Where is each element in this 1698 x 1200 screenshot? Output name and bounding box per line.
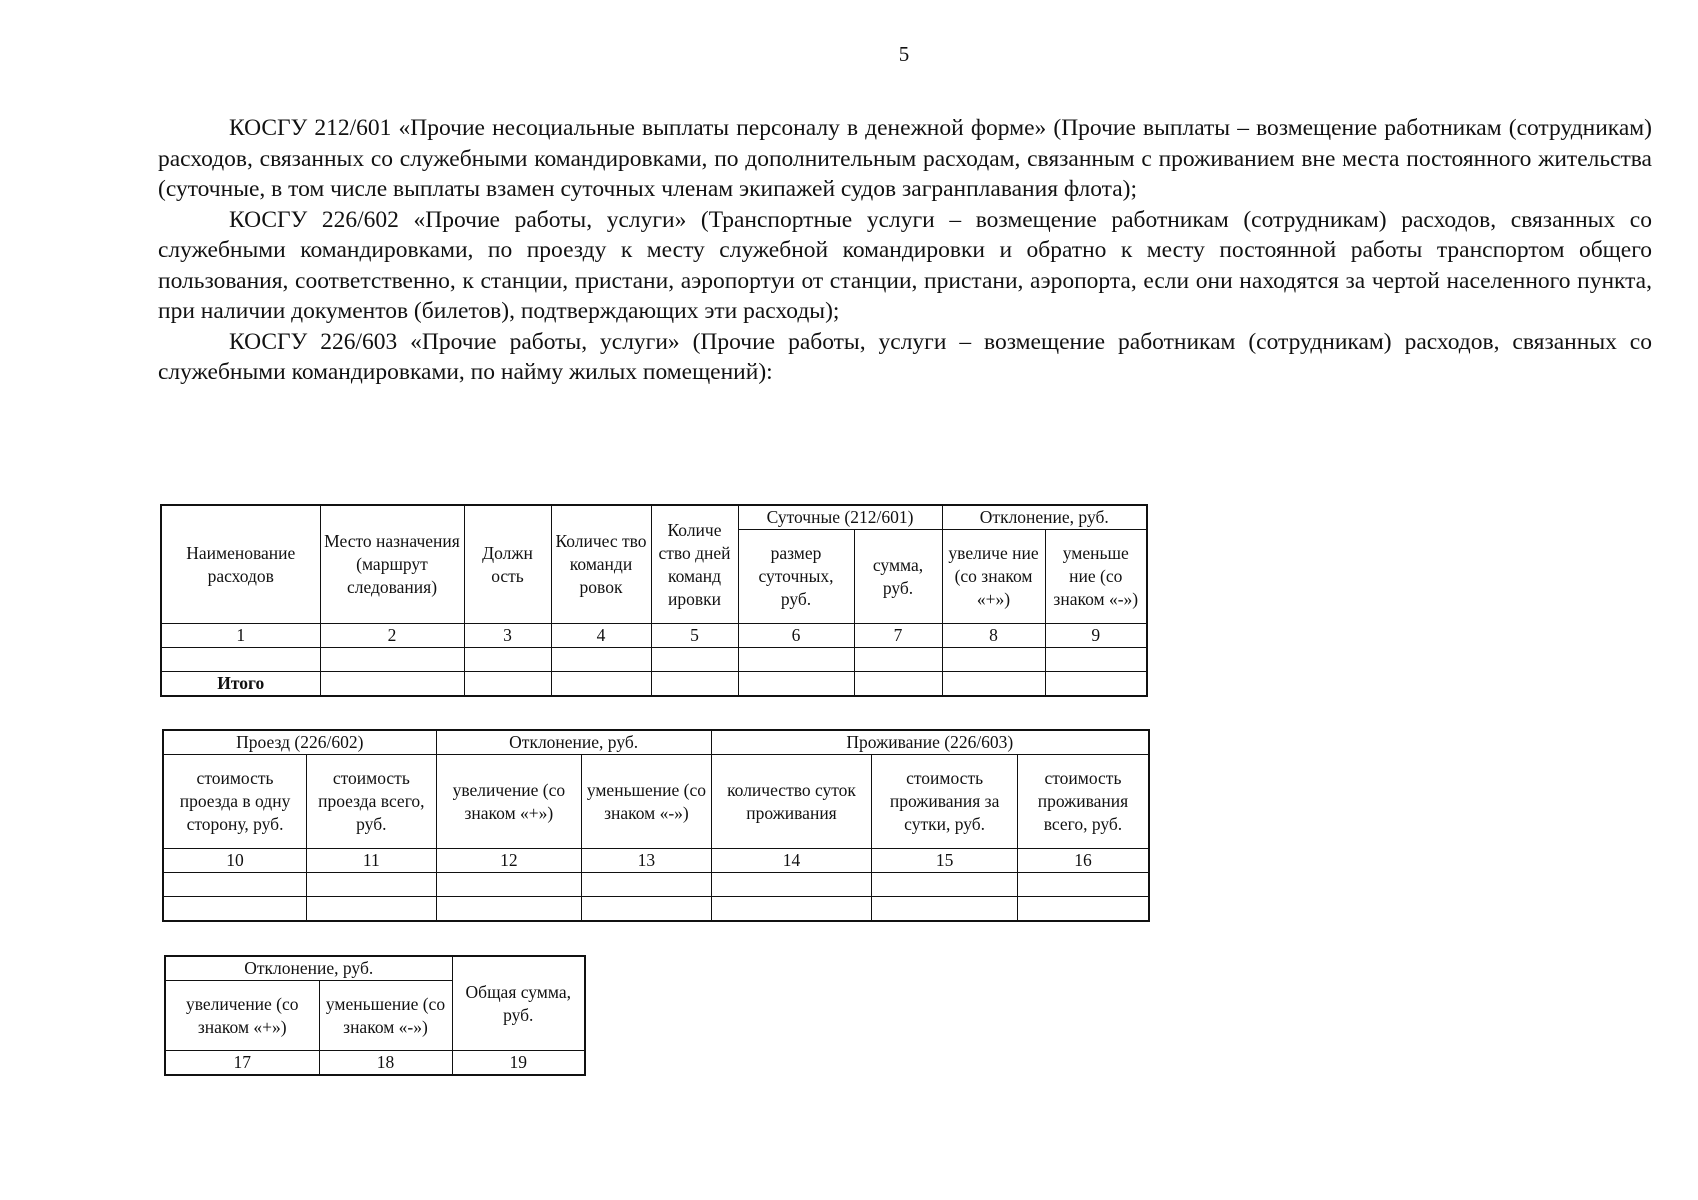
empty-cell [651, 672, 738, 697]
total-sum-table [164, 955, 586, 1076]
header-increase: увеличение (со знаком «+») [436, 755, 582, 849]
empty-cell [1017, 873, 1149, 897]
empty-cell [551, 672, 651, 697]
column-number: 12 [436, 849, 582, 873]
header-lodging-total: стоимость проживания всего, руб. [1017, 755, 1149, 849]
empty-cell [320, 648, 464, 672]
empty-cell [942, 672, 1045, 697]
column-number: 16 [1017, 849, 1149, 873]
header-decrease: уменьшение (со знаком «-») [319, 981, 452, 1051]
travel-lodging-table [162, 729, 1150, 922]
column-number: 15 [872, 849, 1018, 873]
empty-cell [464, 672, 551, 697]
empty-cell [1017, 897, 1149, 921]
empty-cell [738, 648, 854, 672]
header-lodging-group: Проживание (226/603) [711, 730, 1149, 755]
paragraph-kosgu-226-603: КОСГУ 226/603 «Прочие работы, услуги» (Прочие работы, услуги – возмещение работникам (сотрудникам) расходов, связанных со служебными командировками, по найму жилых помещений): [158, 328, 1652, 385]
header-position: Должн ость [464, 505, 551, 624]
empty-cell [872, 897, 1018, 921]
header-expense-name: Наименование расходов [161, 505, 320, 624]
empty-cell [582, 897, 712, 921]
header-destination: Место назначения (маршрут следования) [320, 505, 464, 624]
empty-cell [1045, 648, 1147, 672]
column-number: 13 [582, 849, 712, 873]
page-number: 5 [898, 42, 910, 66]
column-number: 9 [1045, 624, 1147, 648]
header-lodging-nights: количество суток проживания [711, 755, 872, 849]
empty-cell [320, 672, 464, 697]
table-row [163, 873, 1149, 897]
header-deviation-group: Отклонение, руб. [942, 505, 1147, 530]
column-number: 7 [854, 624, 942, 648]
column-number: 4 [551, 624, 651, 648]
header-trip-days: Количе ство дней команд ировки [651, 505, 738, 624]
column-number: 10 [163, 849, 307, 873]
daily-allowance-table [160, 504, 1148, 697]
empty-cell [942, 648, 1045, 672]
table-row [163, 897, 1149, 921]
header-travel-group: Проезд (226/602) [163, 730, 436, 755]
header-travel-total: стоимость проезда всего, руб. [307, 755, 437, 849]
column-number: 6 [738, 624, 854, 648]
empty-cell [163, 873, 307, 897]
empty-cell [872, 873, 1018, 897]
column-number: 8 [942, 624, 1045, 648]
empty-cell [711, 873, 872, 897]
header-increase: увеличе ние (со знаком «+») [942, 530, 1045, 624]
column-number: 18 [319, 1051, 452, 1076]
paragraph-kosgu-226-602: КОСГУ 226/602 «Прочие работы, услуги» (Транспортные услуги – возмещение работникам (сотрудникам) расходов, связанных со служебными командировками, по проезду к месту служебной командировки и обратно к месту постоянной работы транспортом общего пользования, соответственно, к станции, пристани, аэропортуи от станции, пристани, аэропорта, если они находятся за чертой населенного пункта, при наличии документов (билетов), подтверждающих эти расходы); [158, 206, 1652, 324]
header-decrease: уменьшение (со знаком «-») [582, 755, 712, 849]
header-deviation-group: Отклонение, руб. [436, 730, 711, 755]
header-daily-rate: размер суточных, руб. [738, 530, 854, 624]
column-number: 19 [452, 1051, 585, 1076]
empty-cell [854, 648, 942, 672]
header-increase: увеличение (со знаком «+») [165, 981, 319, 1051]
header-daily-sum: сумма, руб. [854, 530, 942, 624]
header-deviation-group: Отклонение, руб. [165, 956, 452, 981]
header-decrease: уменьше ние (со знаком «-») [1045, 530, 1147, 624]
empty-cell [307, 873, 437, 897]
column-number: 5 [651, 624, 738, 648]
column-number: 14 [711, 849, 872, 873]
empty-cell [551, 648, 651, 672]
empty-cell [163, 897, 307, 921]
empty-cell [161, 648, 320, 672]
header-daily-allowance-group: Суточные (212/601) [738, 505, 942, 530]
body-text [158, 113, 1652, 388]
empty-cell [854, 672, 942, 697]
column-number: 1 [161, 624, 320, 648]
paragraph-kosgu-212-601: КОСГУ 212/601 «Прочие несоциальные выплаты персоналу в денежной форме» (Прочие выплаты – возмещение работникам (сотрудникам) расходов, связанных со служебными командировками, по дополнительным расходам, связанным с проживанием вне места постоянного жительства (суточные, в том числе выплаты взамен суточных членам экипажей судов загранплавания флота); [158, 115, 1652, 202]
empty-cell [307, 897, 437, 921]
empty-cell [651, 648, 738, 672]
total-label: Итого [161, 672, 320, 697]
empty-cell [582, 873, 712, 897]
empty-cell [1045, 672, 1147, 697]
total-row [161, 672, 1147, 697]
empty-cell [711, 897, 872, 921]
header-lodging-per-day: стоимость проживания за сутки, руб. [872, 755, 1018, 849]
column-number: 11 [307, 849, 437, 873]
header-trip-count: Количес тво команди ровок [551, 505, 651, 624]
column-number: 3 [464, 624, 551, 648]
empty-cell [436, 897, 582, 921]
header-one-way-fare: стоимость проезда в одну сторону, руб. [163, 755, 307, 849]
column-number: 2 [320, 624, 464, 648]
empty-cell [464, 648, 551, 672]
empty-cell [738, 672, 854, 697]
header-total-sum: Общая сумма, руб. [452, 956, 585, 1051]
table-row [161, 648, 1147, 672]
empty-cell [436, 873, 582, 897]
column-number: 17 [165, 1051, 319, 1076]
